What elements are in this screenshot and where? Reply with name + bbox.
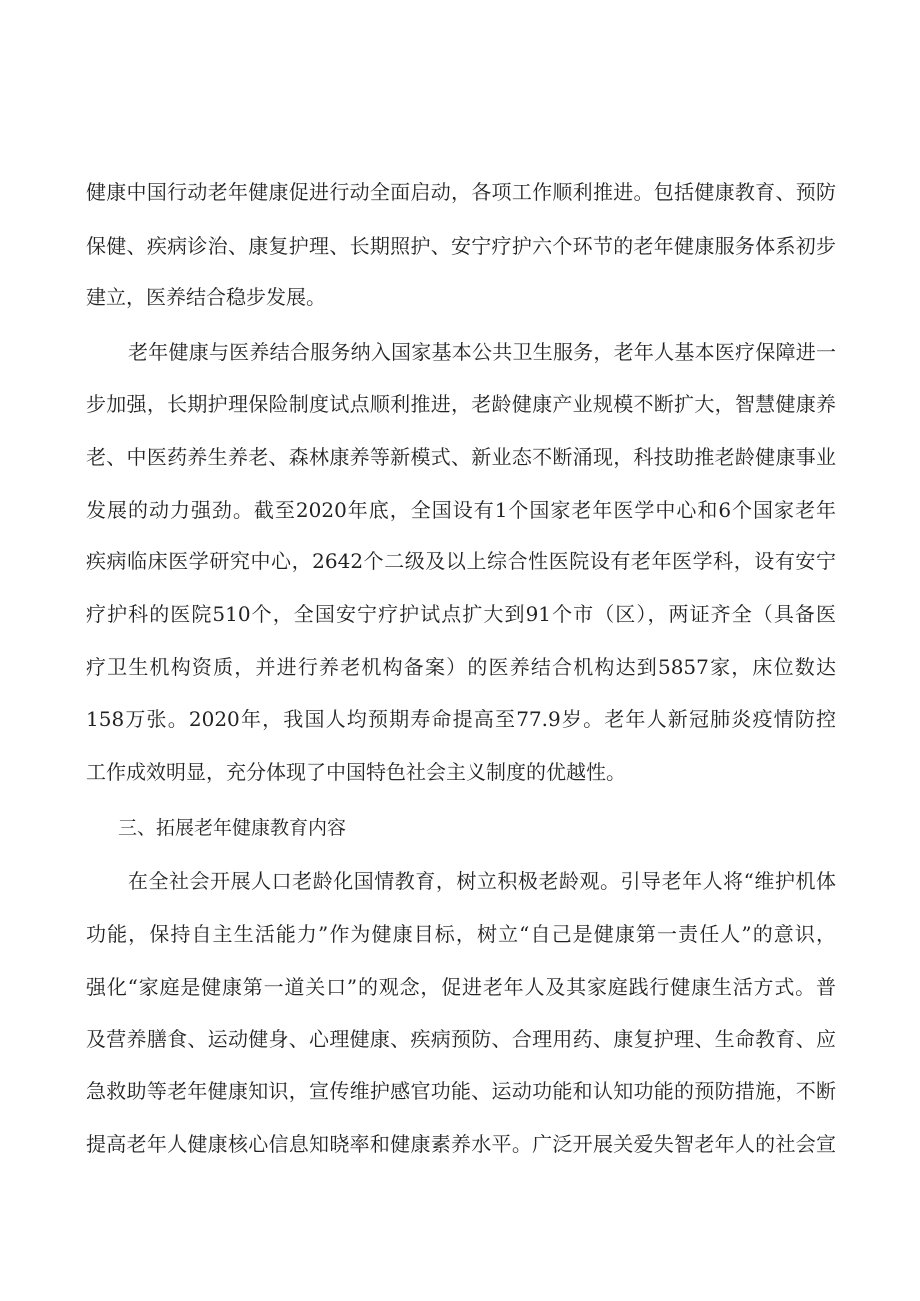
text-line: 在全社会开展人口老龄化国情教育，树立积极老龄观。引导老年人将“维护机体: [128, 869, 836, 893]
text-line: 建立，医养结合稳步发展。: [86, 285, 326, 309]
text-line: 疾病临床医学研究中心，2642个二级及以上综合性医院设有老年医学科，设有安宁: [86, 549, 836, 573]
text-line: 提高老年人健康核心信息知晓率和健康素养水平。广泛开展关爱失智老年人的社会宣: [86, 1132, 836, 1156]
text-line: 步加强，长期护理保险制度试点顺利推进，老龄健康产业规模不断扩大，智慧健康养: [86, 392, 836, 416]
text-line: 急救助等老年健康知识，宣传维护感官功能、运动功能和认知功能的预防措施，不断: [86, 1079, 836, 1103]
text-line: 158万张。2020年，我国人均预期寿命提高至77.9岁。老年人新冠肺炎疫情防控: [86, 707, 836, 731]
text-line: 及营养膳食、运动健身、心理健康、疾病预防、合理用药、康复护理、生命教育、应: [86, 1027, 836, 1051]
text-line: 工作成效明显，充分体现了中国特色社会主义制度的优越性。: [86, 760, 626, 784]
text-line: 疗卫生机构资质，并进行养老机构备案）的医养结合机构达到5857家，床位数达: [86, 655, 836, 679]
text-line: 发展的动力强劲。截至2020年底，全国设有1个国家老年医学中心和6个国家老年: [86, 498, 836, 522]
section-heading: 三、拓展老年健康教育内容: [118, 817, 347, 839]
text-line: 老年健康与医养结合服务纳入国家基本公共卫生服务，老年人基本医疗保障进一: [128, 340, 836, 364]
text-line: 保健、疾病诊治、康复护理、长期照护、安宁疗护六个环节的老年健康服务体系初步: [86, 234, 836, 258]
text-line: 老、中医药养生养老、森林康养等新模式、新业态不断涌现，科技助推老龄健康事业: [86, 445, 836, 469]
text-line: 强化“家庭是健康第一道关口”的观念，促进老年人及其家庭践行健康生活方式。普: [86, 975, 836, 999]
text-line: 功能，保持自主生活能力”作为健康目标，树立“自己是健康第一责任人”的意识，: [86, 922, 836, 946]
text-line: 疗护科的医院510个，全国安宁疗护试点扩大到91个市（区），两证齐全（具备医: [86, 602, 836, 626]
text-line: 健康中国行动老年健康促进行动全面启动，各项工作顺利推进。包括健康教育、预防: [86, 180, 836, 204]
